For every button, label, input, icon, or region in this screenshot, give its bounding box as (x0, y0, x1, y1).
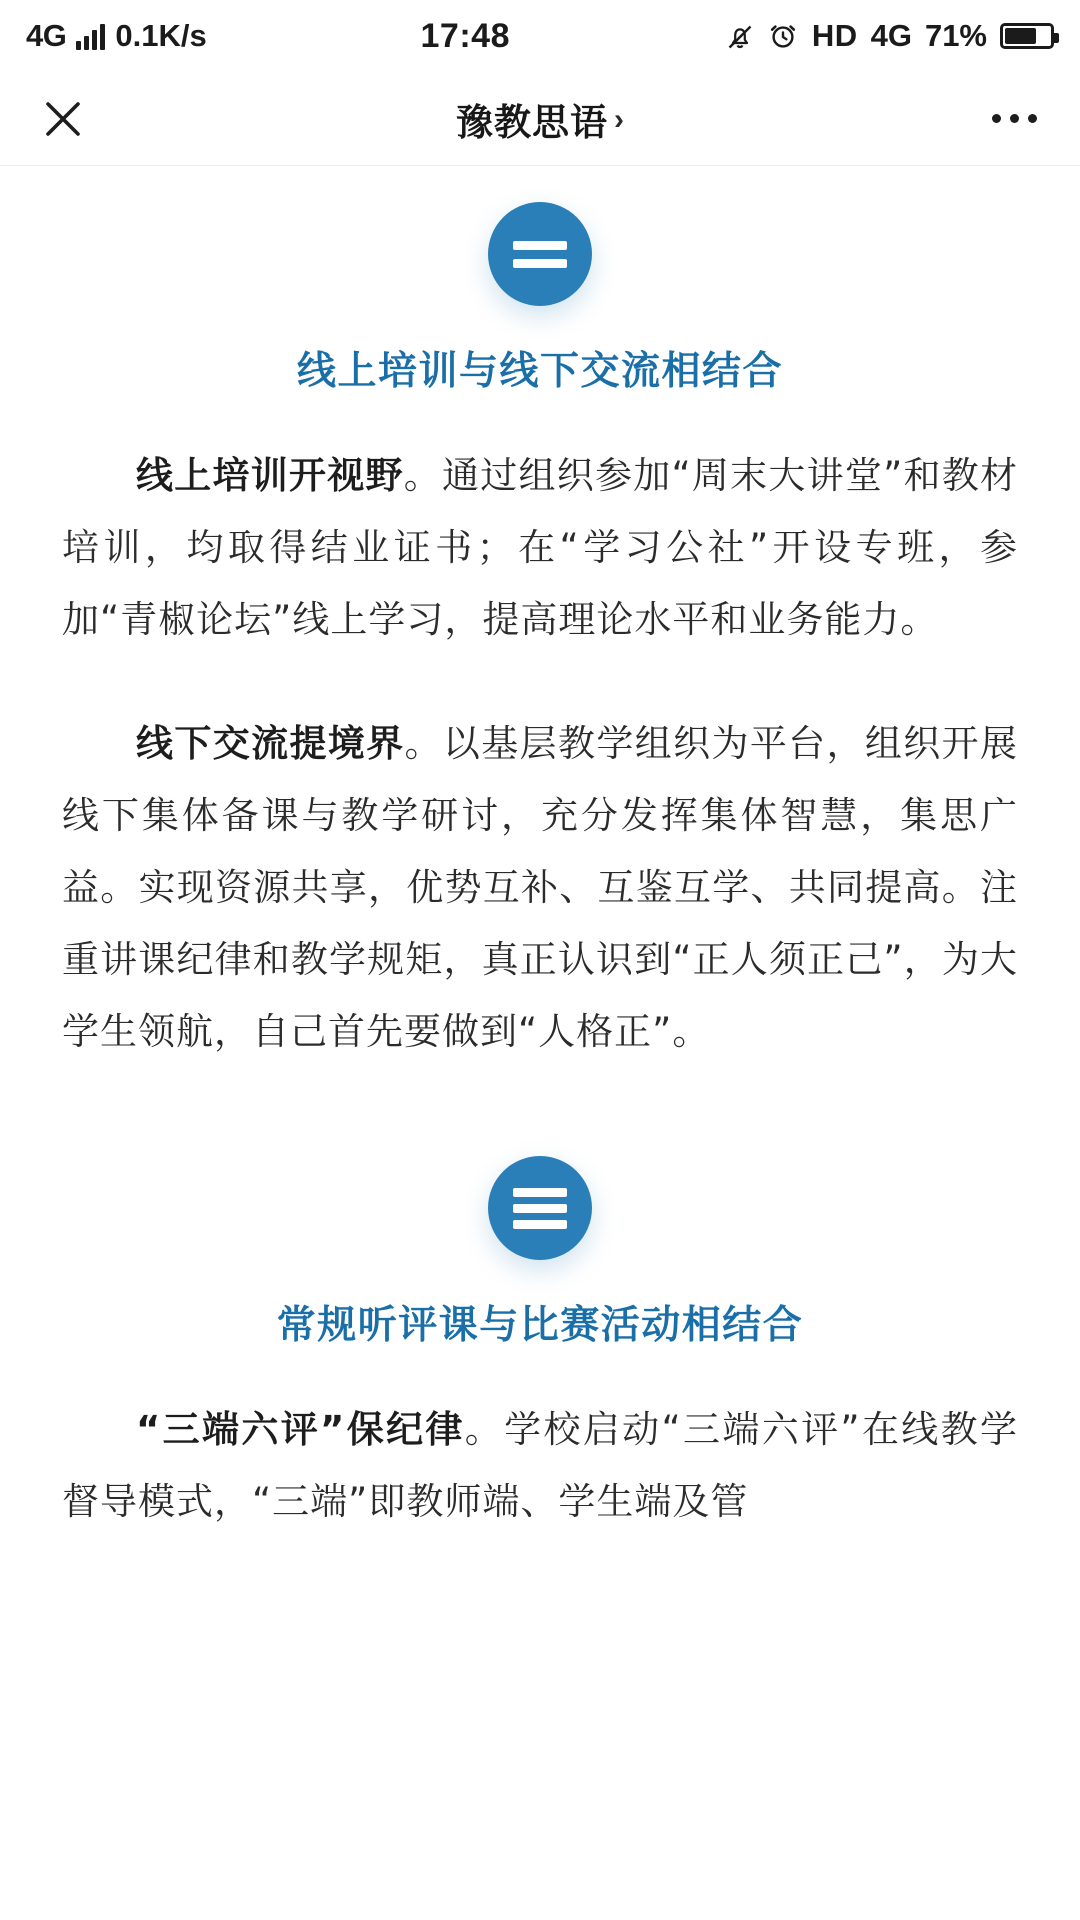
nav-bar (0, 72, 1080, 166)
status-bar (0, 0, 1080, 72)
network-type-label: 4G (26, 18, 67, 53)
section-spacer (62, 1068, 1018, 1120)
paragraph-text: 。以基层教学组织为平台，组织开展线下集体备课与教学研讨，充分发挥集体智慧，集思广益。实现资源共享，优势互补、互鉴互学、共同提高。注重讲课纪律和教学规矩，真正认识到“正人须正己”，为大学生领航，自己首先要做到“人格正”。 (62, 722, 1019, 1053)
page-title: 豫教思语 (456, 100, 608, 144)
paragraph (62, 1394, 1018, 1538)
paragraph (62, 708, 1018, 1068)
section-heading: 线上培训与线下交流相结合 (296, 349, 783, 394)
status-time: 17:48 (420, 16, 510, 55)
article-section (62, 202, 1018, 1068)
article-body (0, 202, 1080, 1538)
paragraph-lead: 线上培训开视野 (136, 454, 404, 497)
battery-percent-label: 71% (924, 18, 987, 53)
paragraph-lead: 线下交流提境界 (136, 722, 405, 765)
battery-icon (1000, 23, 1054, 49)
signal-strength-icon (76, 22, 105, 50)
section-heading: 常规听评课与比赛活动相结合 (276, 1303, 804, 1348)
close-icon[interactable] (34, 90, 92, 148)
data-speed-label: 0.1K/s (115, 18, 207, 53)
alarm-clock-icon (767, 20, 799, 52)
chevron-right-icon: › (614, 102, 624, 136)
hd-voice-label: HD (811, 18, 858, 53)
second-network-label: 4G (870, 18, 912, 53)
three-bars-icon (488, 1156, 592, 1260)
paragraph (62, 440, 1018, 656)
paragraph-text: 。学校启动“三端六评”在线教学督导模式，“三端”即教师端、学生端及管 (62, 1408, 1018, 1523)
section-badge-wrap (62, 1156, 1018, 1260)
section-badge-wrap (62, 202, 1018, 306)
bell-muted-icon (724, 21, 754, 51)
article-section (62, 1156, 1018, 1538)
status-bar-left (26, 18, 207, 54)
two-bars-icon (488, 202, 592, 306)
more-options-icon[interactable] (982, 94, 1046, 144)
status-bar-right (724, 18, 1054, 54)
nav-title-group[interactable] (0, 92, 1080, 146)
status-bar-center (207, 17, 724, 56)
paragraph-lead: “三端六评”保纪律 (136, 1408, 465, 1451)
paragraph-text: 。通过组织参加“周末大讲堂”和教材培训，均取得结业证书；在“学习公社”开设专班，参加“青椒论坛”线上学习，提高理论水平和业务能力。 (62, 454, 1019, 641)
